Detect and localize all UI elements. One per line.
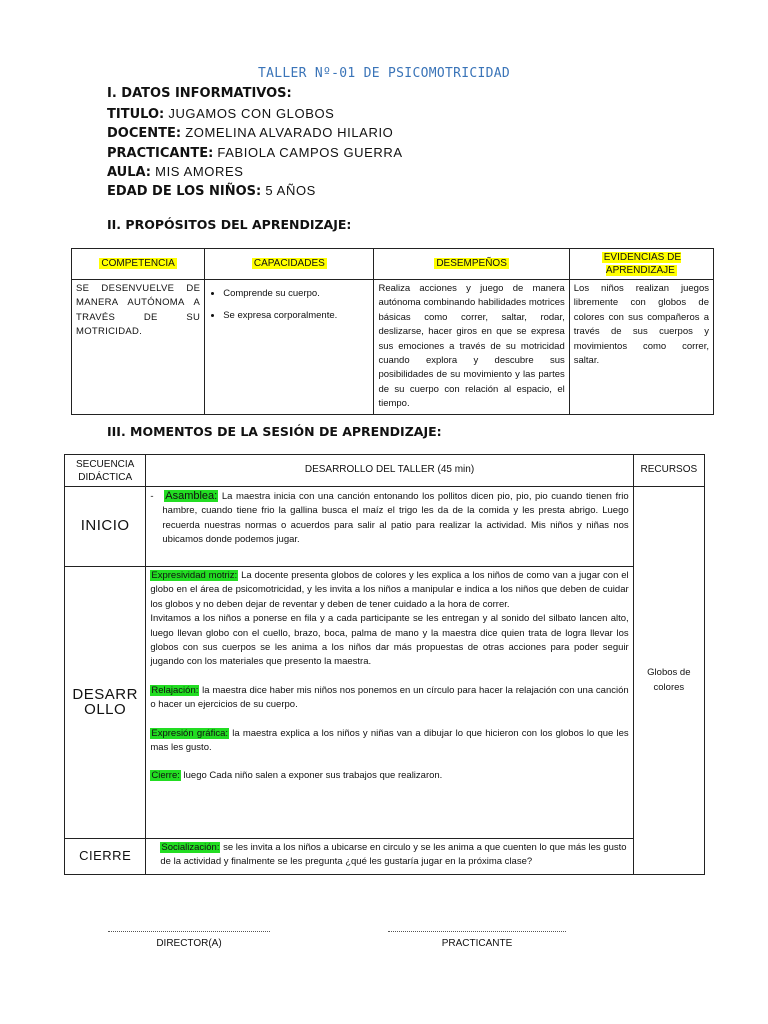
header-competencia: COMPETENCIA — [72, 249, 205, 280]
header-evidencias: EVIDENCIAS DE APRENDIZAJE — [569, 249, 713, 280]
capacidad-item: • Comprende su cuerpo. — [223, 287, 369, 301]
datos-heading: I. DATOS INFORMATIVOS: — [107, 86, 292, 101]
practicante-row — [107, 145, 403, 161]
grafica-text: la maestra explica a los niños y niñas van a dibujar lo que hicieron con los globos lo que les mas les gusto. — [150, 727, 629, 754]
socializacion-tag: Socialización: — [161, 842, 220, 853]
cierre-label: CIERRE — [65, 839, 146, 875]
grafica-tag: Expresión gráfica: — [151, 727, 228, 739]
desarrollo-label: DESARROLLO — [65, 567, 146, 839]
edad-label: EDAD DE LOS NIÑOS: — [107, 184, 262, 199]
asamblea-text: La maestra inicia con una canción entonando los pollitos dicen pio, pio, pio cuando tienen frio hambre, cuando tiene frio la gallina busca el maíz el trigo les da de la comida y les presta abrigo. Luego recuerda nuestras normas o acuerdos para salir al patio para realizar la actividad. Mis niños y niñas nos ubicamos donde podemos jugar. — [162, 491, 629, 546]
practicante-label: PRACTICANTE — [441, 938, 513, 949]
edad-value: 5 AÑOS — [265, 183, 316, 198]
capacidad-item: • Se expresa corporalmente. — [223, 309, 369, 323]
aula-row — [107, 164, 244, 180]
header-desempenos: DESEMPEÑOS — [374, 249, 569, 280]
docente-label: DOCENTE: — [107, 126, 182, 141]
aula-value: MIS AMORES — [155, 164, 244, 179]
expresividad-text: La docente presenta globos de colores y les explica a los niños de como van a jugar con el globo en el área de psicomotricidad, y les invita a los niños a manipular e indica a los niños que deben de cuidar los globos y no deben dejar de reventar y deben de tener cuidado a la hora de correr. — [150, 570, 629, 610]
capacidades-cell — [205, 280, 374, 415]
docente-row — [107, 125, 393, 141]
edad-row — [107, 183, 316, 199]
inicio-label: INICIO — [65, 487, 146, 567]
header-recursos: RECURSOS — [633, 455, 704, 487]
practicante-value: FABIOLA CAMPOS GUERRA — [217, 145, 403, 160]
director-label: DIRECTOR(A) — [156, 938, 222, 949]
header-secuencia: SECUENCIA DIDÁCTICA — [65, 455, 146, 487]
practicante-signature-line — [388, 931, 566, 932]
propositos-table — [71, 248, 714, 415]
header-desarrollo: DESARROLLO DEL TALLER (45 min) — [146, 455, 633, 487]
inicio-cell — [146, 487, 633, 567]
recursos-cell: Globos de colores — [633, 487, 704, 875]
relajacion-tag: Relajación: — [151, 684, 199, 696]
invitamos-text: Invitamos a los niños a ponerse en fila y a cada participante se les entregan y al sonido del silbato lancen alto, luego llevan globo con el cuello, brazo, boca, palma de mano y la maestra dice quien trata de logra llevar los globos con sus cuerpos se les anima a los niños dar más propuestas de otras acciones para poder seguir jugando con los materiales que presento la maestra. — [150, 613, 629, 668]
docente-value: ZOMELINA ALVARADO HILARIO — [185, 125, 394, 140]
inicio-dash: - — [150, 491, 154, 502]
director-signature-line — [108, 931, 270, 932]
cierre-text: luego Cada niño salen a exponer sus trabajos que realizaron. — [183, 770, 443, 782]
competencia-cell: SE DESENVUELVE DE MANERA AUTÓNOMA A TRAVÉS DE SU MOTRICIDAD. — [72, 280, 205, 415]
asamblea-tag: Asamblea: — [165, 490, 218, 502]
document-title: TALLER Nº-01 DE PSICOMOTRICIDAD — [258, 66, 510, 81]
propositos-heading: II. PROPÓSITOS DEL APRENDIZAJE: — [107, 217, 352, 232]
cierre-tag: Cierre: — [151, 770, 180, 782]
aula-label: AULA: — [107, 165, 152, 180]
evidencias-cell: Los niños realizan juegos libremente con globos de colores con sus compañeros a través de sus cuerpos y movimientos como correr, saltar. — [569, 280, 713, 415]
relajacion-text: la maestra dice haber mis niños nos ponemos en un círculo para hacer la relajación con una canción o hacer un ejercicios de su cuerpo. — [150, 684, 629, 711]
momentos-table — [64, 454, 705, 875]
titulo-value: JUGAMOS CON GLOBOS — [168, 106, 335, 121]
socializacion-cell — [146, 839, 633, 875]
socializacion-text: se les invita a los niños a ubicarse en circulo y se les anima a que cuenten lo que más les gusto de la actividad y finalmente se les pregunta ¿qué les gustaría jugar en la próxima clase? — [160, 842, 627, 868]
desarrollo-cell — [146, 567, 633, 839]
desempenos-cell: Realiza acciones y juego de manera autónoma combinando habilidades motrices básicas como correr, saltar, rodar, deslizarse, hacer giros en que se expresa sus emociones a través de su motricidad cuando explora y descubre sus posibilidades de su movimiento y las partes de su cuerpo con relación al espacio, el tiempo. — [374, 280, 569, 415]
titulo-label: TITULO: — [107, 107, 165, 122]
momentos-heading: III. MOMENTOS DE LA SESIÓN DE APRENDIZAJE: — [107, 424, 442, 439]
titulo-row — [107, 106, 334, 122]
practicante-label: PRACTICANTE: — [107, 146, 214, 161]
expresividad-tag: Expresividad motriz: — [151, 570, 238, 581]
header-capacidades: CAPACIDADES — [205, 249, 374, 280]
